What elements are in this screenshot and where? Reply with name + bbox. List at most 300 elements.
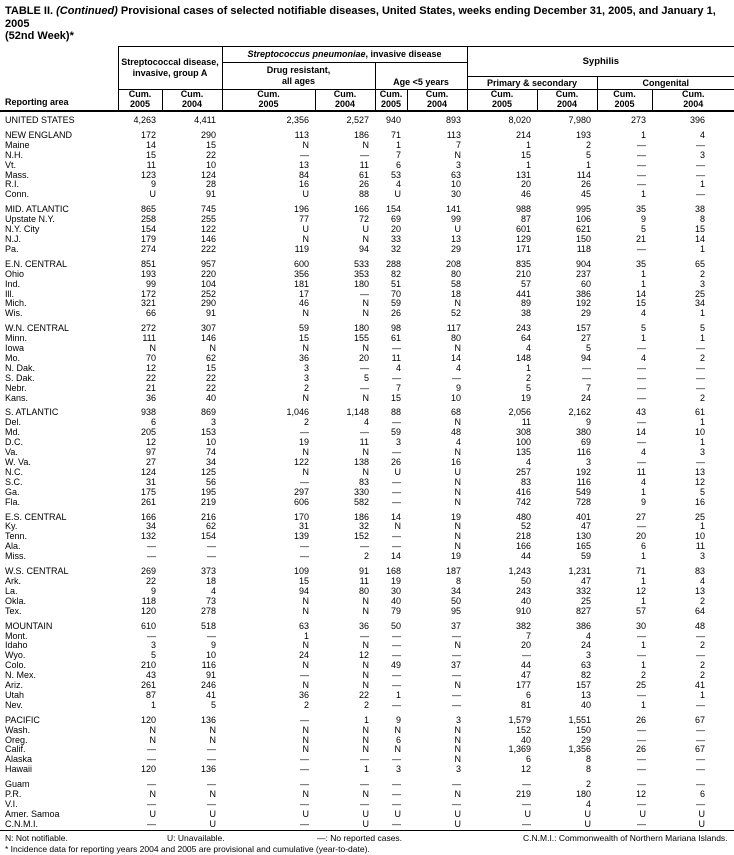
value-cell: —: [147, 745, 156, 755]
table-row: [0, 364, 734, 374]
value-cell: 1: [526, 363, 532, 373]
table-row: [0, 632, 734, 642]
value-cell: 15: [206, 363, 217, 373]
value-cell: 59: [391, 428, 402, 438]
value-cell: 120: [140, 765, 156, 775]
value-cell: 34: [145, 522, 156, 532]
reporting-area-cell: Tex.: [5, 606, 22, 616]
value-cell: U: [302, 809, 310, 819]
value-cell: —: [637, 522, 647, 532]
table-group: [0, 403, 734, 507]
value-cell: —: [392, 542, 402, 552]
value-cell: —: [637, 800, 647, 809]
value-cell: 22: [145, 373, 156, 383]
value-cell: U: [362, 819, 370, 829]
value-cell: —: [637, 651, 647, 661]
value-cell: 24: [581, 641, 592, 651]
table-row: [0, 428, 734, 438]
value-cell: N: [362, 641, 370, 651]
table-row: [0, 736, 734, 746]
table-row: [0, 319, 734, 334]
value-cell: 4: [396, 180, 402, 190]
value-cell: 45: [581, 190, 592, 200]
reporting-area-cell: Va.: [5, 448, 18, 458]
table-row: [0, 577, 734, 587]
value-cell: 26: [636, 745, 647, 755]
value-cell: 4: [211, 586, 217, 596]
value-cell: N: [362, 661, 370, 671]
value-cell: 180: [353, 279, 370, 289]
value-cell: 11: [359, 438, 370, 448]
table-row: [0, 309, 734, 319]
value-cell: 12: [521, 765, 532, 775]
value-cell: 3: [700, 448, 706, 458]
value-cell: U: [394, 467, 402, 477]
value-cell: 14: [391, 511, 402, 522]
reporting-area-cell: Wis.: [5, 309, 23, 319]
value-cell: N: [302, 140, 310, 150]
value-cell: —: [207, 745, 217, 755]
reporting-area-cell: W.S. CENTRAL: [5, 566, 69, 577]
value-cell: —: [452, 671, 462, 681]
value-cell: 9: [150, 586, 156, 596]
reporting-area-cell: W. Va.: [5, 458, 31, 467]
value-cell: N: [454, 681, 462, 691]
value-cell: N: [302, 234, 310, 244]
value-cell: —: [696, 140, 706, 150]
value-cell: 3: [396, 438, 402, 448]
value-cell: 273: [631, 115, 647, 125]
value-cell: 11: [695, 542, 706, 552]
value-cell: —: [696, 363, 706, 373]
value-cell: —: [392, 631, 402, 641]
value-cell: 135: [516, 448, 532, 458]
value-cell: N: [454, 641, 462, 651]
value-cell: 19: [521, 393, 532, 403]
value-cell: 172: [140, 289, 156, 299]
value-cell: —: [360, 631, 370, 641]
value-cell: 995: [576, 204, 592, 215]
value-cell: U: [454, 819, 462, 829]
value-cell: 2: [641, 671, 647, 681]
value-cell: 31: [299, 522, 310, 532]
value-cell: 40: [521, 596, 532, 606]
value-cell: 988: [516, 204, 532, 215]
reporting-area-cell: NEW ENGLAND: [5, 129, 73, 140]
value-cell: —: [147, 819, 156, 829]
value-cell: —: [696, 755, 706, 765]
table-group: [0, 617, 734, 711]
value-cell: 62: [206, 522, 217, 532]
value-cell: N: [454, 150, 462, 160]
value-cell: —: [637, 725, 647, 735]
value-cell: —: [392, 700, 402, 710]
reporting-area-cell: N. Dak.: [5, 363, 36, 373]
value-cell: 7: [396, 383, 402, 393]
value-cell: —: [147, 552, 156, 562]
value-cell: 87: [521, 215, 532, 225]
value-cell: 3: [586, 651, 592, 661]
value-cell: 3: [211, 418, 217, 428]
table-row: [0, 552, 734, 562]
value-cell: 64: [521, 334, 532, 344]
value-cell: 380: [576, 428, 592, 438]
value-cell: 117: [446, 323, 462, 334]
value-cell: 2,356: [286, 115, 310, 125]
value-cell: 8: [586, 755, 592, 765]
value-cell: 49: [391, 661, 402, 671]
value-cell: 6: [526, 690, 532, 700]
value-cell: 4: [526, 344, 532, 354]
value-cell: 1: [526, 140, 532, 150]
value-cell: 5: [526, 383, 532, 393]
value-cell: —: [582, 363, 592, 373]
value-cell: 274: [140, 244, 156, 254]
reporting-area-cell: E.N. CENTRAL: [5, 258, 68, 269]
reporting-area-cell: D.C.: [5, 438, 23, 448]
value-cell: 290: [200, 299, 217, 309]
value-cell: N: [209, 344, 217, 354]
value-cell: 6: [526, 755, 532, 765]
reporting-area-cell: Hawaii: [5, 765, 33, 775]
cum-2004-header: Cum. 2004: [407, 89, 467, 111]
reporting-area-cell: Mont.: [5, 631, 28, 641]
value-cell: N: [149, 735, 156, 745]
value-cell: 4: [456, 363, 462, 373]
cum-2005-header: Cum. 2005: [467, 89, 537, 111]
table-row: [0, 691, 734, 701]
value-cell: 155: [353, 334, 370, 344]
value-cell: N: [209, 790, 217, 800]
value-cell: N: [454, 735, 462, 745]
value-cell: 307: [200, 323, 217, 334]
value-cell: U: [394, 190, 402, 200]
value-cell: N: [454, 418, 462, 428]
value-cell: —: [207, 755, 217, 765]
reporting-area-cell: MOUNTAIN: [5, 620, 53, 631]
reporting-area-cell: Calif.: [5, 745, 26, 755]
value-cell: 186: [353, 129, 370, 140]
value-cell: 166: [140, 511, 156, 522]
value-cell: —: [392, 477, 402, 487]
value-cell: N: [362, 344, 370, 354]
value-cell: 193: [576, 129, 592, 140]
table-row: [0, 215, 734, 225]
value-cell: 237: [576, 269, 592, 279]
value-cell: 166: [353, 204, 370, 215]
value-cell: 4: [364, 418, 370, 428]
value-cell: 19: [299, 438, 310, 448]
value-cell: —: [207, 800, 217, 809]
value-cell: 94: [581, 353, 592, 363]
value-cell: 11: [391, 353, 402, 363]
value-cell: —: [360, 800, 370, 809]
value-cell: —: [300, 819, 310, 829]
value-cell: 153: [200, 428, 217, 438]
value-cell: 5: [150, 651, 156, 661]
value-cell: 120: [140, 606, 156, 616]
value-cell: 13: [581, 690, 592, 700]
value-cell: 12: [636, 790, 647, 800]
value-cell: N: [302, 681, 310, 691]
value-cell: 904: [576, 258, 592, 269]
reporting-area-cell: Ky.: [5, 522, 18, 532]
table-row: [0, 617, 734, 632]
value-cell: —: [452, 779, 462, 790]
value-cell: U: [149, 190, 156, 200]
value-cell: 210: [516, 269, 532, 279]
value-cell: —: [392, 755, 402, 765]
value-cell: 31: [145, 477, 156, 487]
value-cell: 1,369: [508, 745, 532, 755]
value-cell: N: [454, 745, 462, 755]
value-cell: 353: [353, 269, 370, 279]
value-cell: 14: [391, 552, 402, 562]
value-cell: —: [392, 800, 402, 809]
value-cell: 219: [200, 497, 217, 507]
value-cell: —: [147, 542, 156, 552]
value-cell: N: [302, 790, 310, 800]
value-cell: 70: [391, 289, 402, 299]
value-cell: —: [392, 651, 402, 661]
value-cell: U: [698, 819, 706, 829]
value-cell: 3: [396, 765, 402, 775]
value-cell: 5: [364, 373, 370, 383]
reporting-area-cell: Ga.: [5, 487, 20, 497]
value-cell: —: [300, 765, 310, 775]
value-cell: 10: [695, 428, 706, 438]
table-row: [0, 190, 734, 200]
value-cell: 2: [526, 373, 532, 383]
reporting-area-cell: Guam: [5, 779, 30, 790]
value-cell: —: [360, 363, 370, 373]
value-cell: —: [360, 150, 370, 160]
value-cell: 4: [641, 353, 647, 363]
value-cell: 257: [516, 467, 532, 477]
value-cell: —: [522, 779, 532, 790]
value-cell: —: [637, 363, 647, 373]
value-cell: —: [582, 373, 592, 383]
value-cell: 745: [200, 204, 217, 215]
value-cell: 33: [391, 234, 402, 244]
footnote-no-reported-cases: —: No reported cases.: [317, 832, 403, 843]
value-cell: 104: [200, 279, 217, 289]
value-cell: 15: [521, 150, 532, 160]
value-cell: 12: [145, 363, 156, 373]
value-cell: 2: [586, 779, 592, 790]
table-row: [0, 270, 734, 280]
reporting-area-cell: La.: [5, 586, 18, 596]
value-cell: 19: [451, 511, 462, 522]
value-cell: —: [637, 735, 647, 745]
value-cell: N: [454, 522, 462, 532]
value-cell: 22: [359, 690, 370, 700]
value-cell: 396: [690, 115, 706, 125]
value-cell: 14: [695, 234, 706, 244]
table-row: [0, 438, 734, 448]
value-cell: 29: [581, 309, 592, 319]
value-cell: 17: [299, 289, 310, 299]
value-cell: 220: [200, 269, 217, 279]
value-cell: —: [300, 477, 310, 487]
value-cell: 441: [516, 289, 532, 299]
reporting-area-cell: Nev.: [5, 700, 23, 710]
value-cell: 192: [576, 299, 592, 309]
footnotes: [0, 831, 734, 855]
value-cell: 1: [641, 487, 647, 497]
value-cell: 63: [451, 170, 462, 180]
value-cell: 177: [516, 681, 532, 691]
value-cell: 11: [359, 160, 370, 170]
value-cell: 865: [140, 204, 156, 215]
value-cell: 25: [636, 681, 647, 691]
reporting-area-cell: N.Y. City: [5, 225, 40, 235]
value-cell: 3: [586, 458, 592, 467]
value-cell: 34: [451, 586, 462, 596]
value-cell: 21: [636, 234, 647, 244]
reporting-area-cell: Amer. Samoa: [5, 809, 60, 819]
value-cell: 1: [700, 244, 706, 254]
value-cell: —: [637, 244, 647, 254]
value-cell: —: [392, 497, 402, 507]
value-cell: 261: [140, 497, 156, 507]
value-cell: —: [207, 552, 217, 562]
value-cell: 6: [641, 542, 647, 552]
value-cell: 401: [576, 511, 592, 522]
value-cell: 80: [451, 269, 462, 279]
value-cell: 533: [353, 258, 370, 269]
value-cell: 41: [206, 690, 217, 700]
value-cell: 43: [145, 671, 156, 681]
reporting-area-cell: Wyo.: [5, 651, 26, 661]
value-cell: —: [360, 289, 370, 299]
table-group: [0, 319, 734, 403]
value-cell: —: [637, 779, 647, 790]
value-cell: 8: [700, 215, 706, 225]
value-cell: 14: [636, 289, 647, 299]
value-cell: 139: [293, 532, 310, 542]
value-cell: 2: [304, 418, 310, 428]
reporting-area-cell: Del.: [5, 418, 22, 428]
value-cell: U: [362, 809, 370, 819]
value-cell: —: [300, 150, 310, 160]
value-cell: 165: [576, 542, 592, 552]
table-row: [0, 334, 734, 344]
value-cell: —: [637, 631, 647, 641]
value-cell: —: [637, 819, 647, 829]
value-cell: 2: [304, 700, 310, 710]
table-row: [0, 508, 734, 523]
value-cell: —: [392, 532, 402, 542]
value-cell: —: [392, 819, 402, 829]
value-cell: 621: [576, 225, 592, 235]
value-cell: 893: [446, 115, 462, 125]
value-cell: 214: [516, 129, 532, 140]
value-cell: 106: [576, 215, 592, 225]
value-cell: 69: [581, 438, 592, 448]
value-cell: 7: [526, 631, 532, 641]
value-cell: 13: [695, 467, 706, 477]
table-row: [0, 290, 734, 300]
data-table: [0, 46, 734, 830]
table-group: [0, 508, 734, 563]
value-cell: 827: [576, 606, 592, 616]
value-cell: 79: [391, 606, 402, 616]
reporting-area-cell: Minn.: [5, 334, 28, 344]
value-cell: —: [637, 180, 647, 190]
value-cell: 11: [146, 160, 156, 170]
value-cell: 118: [141, 596, 156, 606]
value-cell: N: [454, 790, 462, 800]
value-cell: 8,020: [508, 115, 532, 125]
value-cell: N: [302, 745, 310, 755]
value-cell: —: [392, 418, 402, 428]
value-cell: 82: [391, 269, 402, 279]
value-cell: 4: [586, 800, 592, 809]
value-cell: N: [302, 641, 310, 651]
value-cell: —: [360, 428, 370, 438]
value-cell: 1,579: [508, 714, 532, 725]
reporting-area-cell: N.C.: [5, 467, 23, 477]
value-cell: 82: [581, 671, 592, 681]
value-cell: —: [360, 779, 370, 790]
value-cell: 61: [695, 407, 706, 418]
value-cell: 83: [521, 477, 532, 487]
primary-secondary-header: Primary & secondary: [467, 76, 597, 89]
reporting-area-cell: R.I.: [5, 180, 20, 190]
value-cell: —: [637, 765, 647, 775]
reporting-area-cell: UNITED STATES: [5, 115, 75, 125]
value-cell: 64: [695, 606, 706, 616]
value-cell: U: [524, 809, 532, 819]
value-cell: 1: [586, 160, 592, 170]
value-cell: 44: [521, 552, 532, 562]
value-cell: 1: [641, 129, 647, 140]
table-row: [0, 126, 734, 141]
value-cell: 1: [700, 690, 706, 700]
value-cell: 549: [576, 487, 592, 497]
value-cell: 4: [700, 576, 706, 586]
value-cell: 77: [299, 215, 310, 225]
value-cell: N: [394, 745, 402, 755]
value-cell: 175: [140, 487, 156, 497]
value-cell: —: [522, 651, 532, 661]
value-cell: N: [209, 735, 217, 745]
value-cell: 210: [140, 661, 156, 671]
value-cell: 6: [150, 418, 156, 428]
value-cell: 154: [385, 204, 402, 215]
value-cell: —: [300, 552, 310, 562]
value-cell: 243: [516, 586, 532, 596]
table-group: [0, 775, 734, 830]
value-cell: 14: [451, 353, 462, 363]
value-cell: 938: [140, 407, 156, 418]
table-row: [0, 701, 734, 711]
value-cell: 518: [200, 620, 217, 631]
reporting-area-cell: Md.: [5, 428, 21, 438]
table-row: [0, 820, 734, 830]
value-cell: —: [392, 671, 402, 681]
value-cell: —: [392, 779, 402, 790]
reporting-area-cell: E.S. CENTRAL: [5, 511, 67, 522]
value-cell: 22: [206, 373, 217, 383]
value-cell: 11: [359, 576, 370, 586]
value-cell: 219: [516, 790, 532, 800]
value-cell: N: [209, 725, 217, 735]
value-cell: 1,551: [568, 714, 592, 725]
value-cell: —: [696, 700, 706, 710]
value-cell: —: [392, 373, 402, 383]
